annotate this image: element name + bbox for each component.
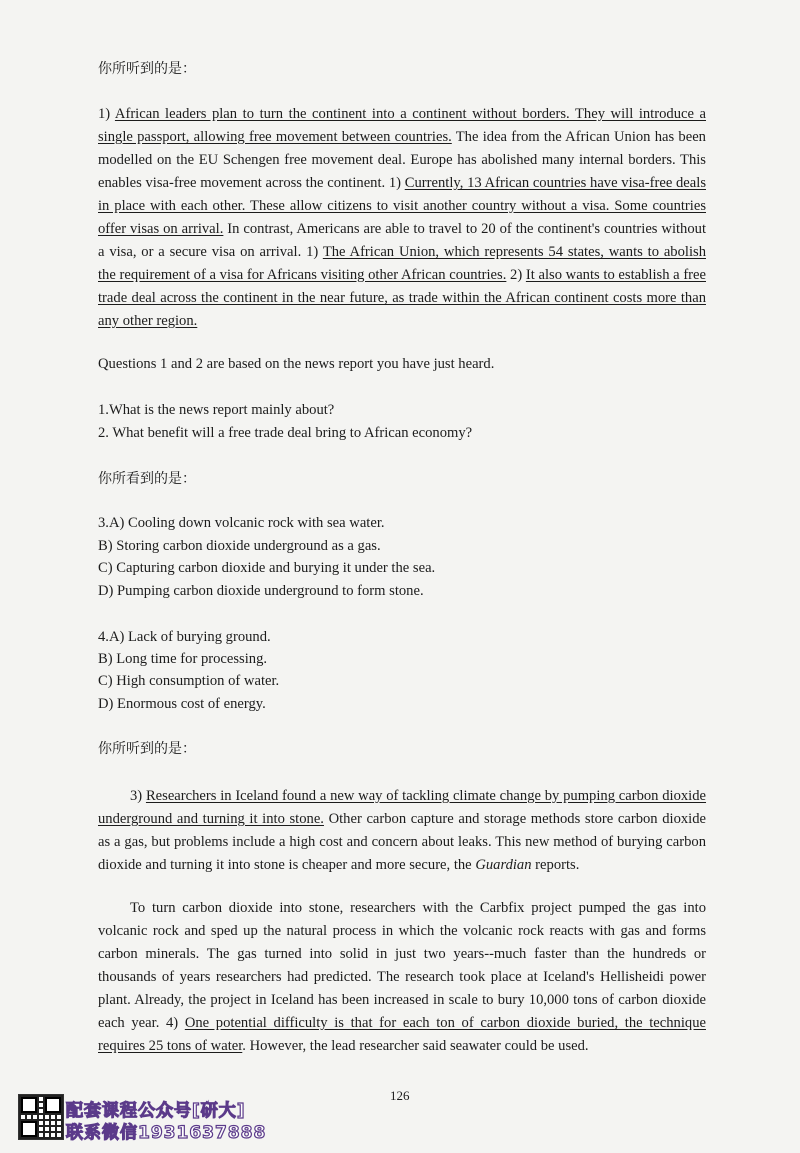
q4-option-b: B) Long time for processing.	[98, 651, 268, 667]
section-heading-listening-1: 你所听到的是：	[98, 61, 196, 77]
q4-option-c: C) High consumption of water.	[98, 673, 280, 689]
passage-text: In contrast, Americans are able to travel to 20 of the continent's countries without a visa, or a secure visa on arrival. 1)	[98, 221, 706, 260]
passage-text: 3)	[130, 788, 146, 804]
underlined-answer: Currently, 13 African countries have visa-free deals in place with each other. These allow citizens to visit another country without a visa. Some countries offer visas on arrival.	[98, 175, 706, 237]
qr-finder	[21, 1121, 37, 1137]
passage-text: To turn carbon dioxide into stone, researchers with the Carbfix project pumped the gas into volcanic rock and sped up the natural process in which the volcanic rock reacts with gas and forms carbon minerals. The gas turned into solid in just two years--much faster than the hundreds or thousands of years researchers had predicted. The research took place at Iceland's Hellisheidi power plant. Already, the project in Iceland has been increased in scale to bury 10,000 tons of carbon dioxide each year. 4)	[98, 900, 706, 1031]
q4-option-d: D) Enormous cost of energy.	[98, 696, 266, 712]
passage-text: 1)	[98, 106, 115, 122]
q3-option-d: D) Pumping carbon dioxide underground to form stone.	[98, 583, 424, 599]
question-2: 2. What benefit will a free trade deal bring to African economy?	[98, 425, 473, 441]
passage-african-union	[98, 103, 706, 333]
watermark-line-2: 联系微信1931637888	[66, 1123, 267, 1143]
passage-text: Other carbon capture and storage methods store carbon dioxide as a gas, but problems include a high cost and concern about leaks. This new method of burying carbon dioxide and turning it into stone is cheaper and more secure, the	[98, 811, 706, 873]
q3-option-b: B) Storing carbon dioxide underground as a gas.	[98, 538, 381, 554]
passage-text: reports.	[531, 857, 580, 873]
q3-option-c: C) Capturing carbon dioxide and burying it under the sea.	[98, 560, 436, 576]
passage-text: The idea from the African Union has been modelled on the EU Schengen free movement deal. Europe has abolished many internal borders. This enables visa-free movement across the continent. 1)	[98, 129, 706, 191]
question-1: 1.What is the news report mainly about?	[98, 402, 335, 418]
underlined-answer: African leaders plan to turn the continent into a continent without borders. They will introduce a single passport, allowing free movement between countries.	[98, 106, 706, 145]
underlined-answer: One potential difficulty is that for each ton of carbon dioxide buried, the technique requires 25 tons of water	[98, 1015, 706, 1054]
passage-text: 2)	[506, 267, 526, 283]
q3-option-a: 3.A) Cooling down volcanic rock with sea water.	[98, 515, 385, 531]
qr-finder	[45, 1097, 61, 1113]
qr-code-icon	[18, 1094, 64, 1140]
underlined-answer: It also wants to establish a free trade deal across the continent in the near future, as trade within the African continent costs more than any other region.	[98, 267, 706, 329]
publication-name: Guardian	[475, 857, 532, 873]
passage-text: . However, the lead researcher said seawater could be used.	[242, 1038, 589, 1054]
page-number: 126	[390, 1088, 410, 1103]
q4-option-a: 4.A) Lack of burying ground.	[98, 629, 271, 645]
underlined-answer: The African Union, which represents 54 states, wants to abolish the requirement of a visa for Africans visiting other African countries.	[98, 244, 706, 283]
passage-carbfix	[98, 897, 706, 1058]
section-heading-reading: 你所看到的是：	[98, 471, 196, 487]
section-heading-listening-2: 你所听到的是：	[98, 741, 196, 757]
underlined-answer: Researchers in Iceland found a new way of tackling climate change by pumping carbon dioxide underground and turning it into stone.	[98, 788, 707, 827]
watermark-line-1: 配套课程公众号[研大]	[66, 1101, 246, 1121]
questions-intro: Questions 1 and 2 are based on the news report you have just heard.	[98, 356, 495, 372]
qr-finder	[21, 1097, 37, 1113]
passage-iceland-intro	[98, 785, 706, 877]
